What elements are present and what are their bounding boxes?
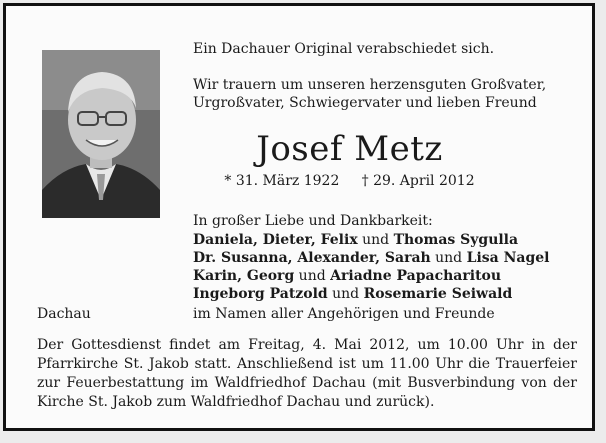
mourner-names: Lisa Nagel — [466, 250, 550, 266]
mourner-line — [193, 285, 549, 303]
conjunction: und — [430, 250, 467, 266]
conjunction: und — [294, 268, 331, 284]
mourner-line — [193, 267, 549, 285]
place-name: Dachau — [37, 306, 91, 322]
mourning-text — [193, 76, 546, 112]
mourners-list — [193, 231, 549, 303]
mourner-names: Rosemarie Seiwald — [363, 286, 513, 302]
conjunction: und — [357, 232, 394, 248]
mourner-names: Ingeborg Patzold — [193, 286, 328, 302]
service-announcement — [37, 336, 577, 412]
gratitude-line: In großer Liebe und Dankbarkeit: — [193, 213, 433, 229]
mourner-line — [193, 249, 549, 267]
intro-line: Ein Dachauer Original verabschiedet sich. — [193, 41, 495, 57]
birth-date: * 31. März 1922 — [224, 173, 340, 189]
deceased-name: Josef Metz — [256, 129, 443, 169]
mourner-names: Ariadne Papacharitou — [330, 268, 502, 284]
mourning-line-1: Wir trauern um unseren herzensguten Großvater, — [193, 77, 547, 93]
service-line: Der Gottesdienst findet am Freitag, 4. Mai 2012, um 10.00 Uhr in der — [37, 337, 577, 353]
obituary-notice — [3, 3, 595, 431]
portrait-photo — [42, 50, 160, 218]
mourner-names: Thomas Sygulla — [393, 232, 519, 248]
relatives-line: im Namen aller Angehörigen und Freunde — [193, 306, 495, 322]
mourner-names: Dr. Susanna, Alexander, Sarah — [193, 250, 431, 266]
service-line: Kirche St. Jakob zum Waldfriedhof Dachau und zurück). — [37, 394, 435, 410]
mourner-names: Karin, Georg — [193, 268, 295, 284]
death-date: † 29. April 2012 — [361, 173, 475, 189]
conjunction: und — [327, 286, 364, 302]
service-line: Pfarrkirche St. Jakob statt. Anschließend ist um 11.00 Uhr die Trauerfeier — [37, 356, 577, 372]
mourning-line-2: Urgroßvater, Schwiegervater und lieben Freund — [193, 95, 537, 111]
mourner-names: Daniela, Dieter, Felix — [193, 232, 358, 248]
life-dates — [193, 172, 506, 190]
mourner-line — [193, 231, 549, 249]
service-line: zur Feuerbestattung im Waldfriedhof Dachau (mit Busverbindung von der — [37, 375, 577, 391]
